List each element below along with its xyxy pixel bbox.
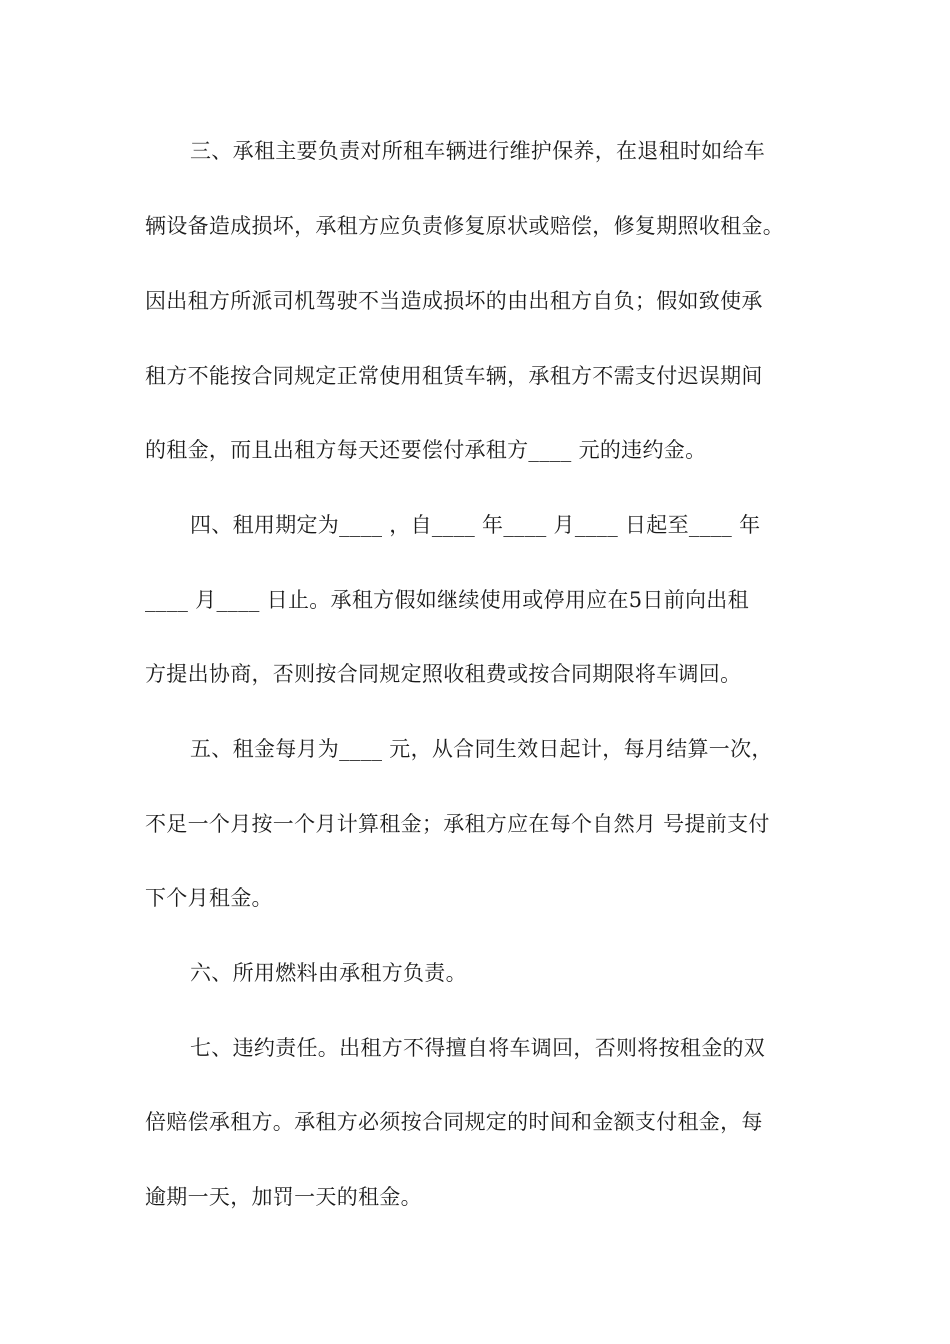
paragraph-3-line-4: 租方不能按合同规定正常使用租赁车辆，承租方不需支付迟误期间 bbox=[145, 364, 763, 388]
paragraph-4-line-3: 方提出协商，否则按合同规定照收租费或按合同期限将车调回。 bbox=[145, 662, 742, 686]
paragraph-3-line-5: 的租金，而且出租方每天还要偿付承租方____ 元的违约金。 bbox=[145, 438, 707, 462]
paragraph-6-line-1: 六、所用燃料由承租方负责。 bbox=[190, 961, 467, 985]
paragraph-4-line-2: ____ 月____ 日止。承租方假如继续使用或停用应在5日前向出租 bbox=[145, 588, 749, 612]
paragraph-5-line-1: 五、租金每月为____ 元，从合同生效日起计，每月结算一次， bbox=[190, 737, 773, 761]
paragraph-3-line-1: 三、承租主要负责对所租车辆进行维护保养，在退租时如给车 bbox=[190, 139, 766, 163]
paragraph-5-line-3: 下个月租金。 bbox=[145, 886, 273, 910]
paragraph-4-line-1: 四、租用期定为____ ，自____ 年____ 月____ 日起至____ 年 bbox=[190, 513, 761, 537]
paragraph-7-line-3: 逾期一天，加罚一天的租金。 bbox=[145, 1185, 422, 1209]
paragraph-3-line-3: 因出租方所派司机驾驶不当造成损坏的由出租方自负；假如致使承 bbox=[145, 289, 763, 313]
paragraph-7-line-1: 七、违约责任。出租方不得擅自将车调回，否则将按租金的双 bbox=[190, 1036, 766, 1060]
paragraph-7-line-2: 倍赔偿承租方。承租方必须按合同规定的时间和金额支付租金，每 bbox=[145, 1110, 763, 1134]
paragraph-5-line-2: 不足一个月按一个月计算租金；承租方应在每个自然月 号提前支付 bbox=[145, 812, 770, 836]
paragraph-3-line-2: 辆设备造成损坏，承租方应负责修复原状或赔偿，修复期照收租金。 bbox=[145, 214, 784, 238]
